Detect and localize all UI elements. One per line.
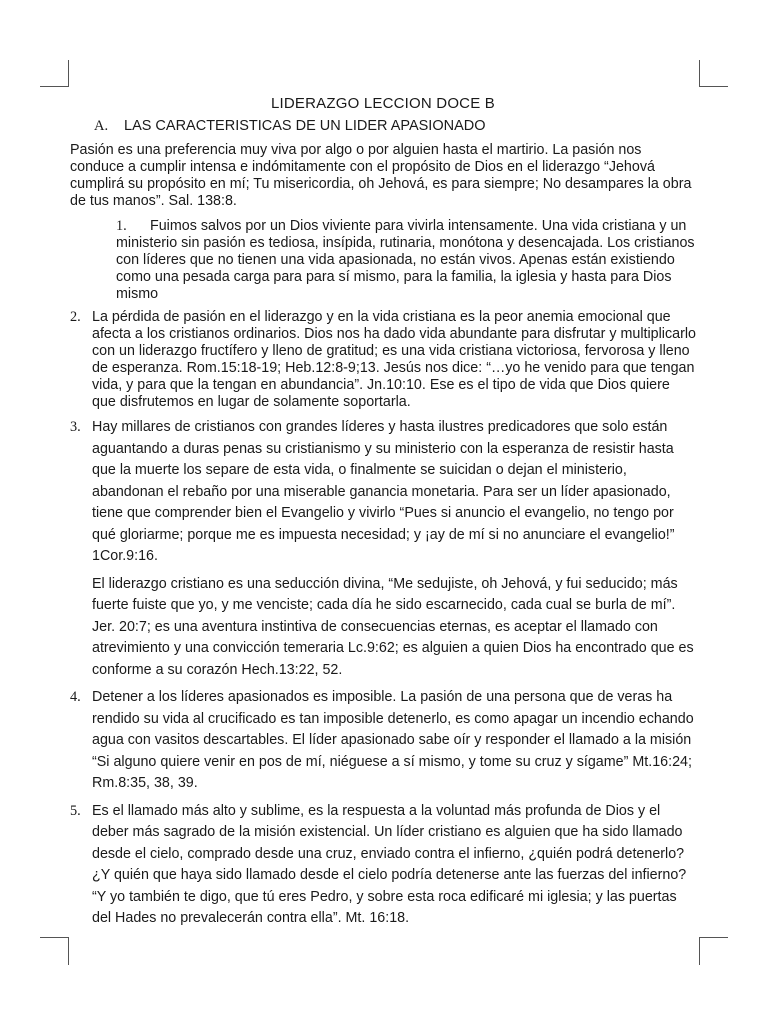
list-item-number: 1.	[116, 218, 127, 234]
crop-mark-top-right-vertical	[699, 60, 700, 86]
list-item-text: La pérdida de pasión en el liderazgo y en la vida cristiana es la peor anemia emocional que afecta a los cristianos ordinarios. Dios nos ha dado vida abundante para disfrutar y multiplicarlo con un liderazgo fructífero y lleno de gratitud; es una vida cristiana victoriosa, fervorosa y lleno de esperanza. Rom.15:18-19; Heb.12:8-9;13. Jesús nos dice: “…yo he venido para que tengan vida, y para que la tengan en abundancia”. Jn.10:10. Ese es el tipo de vida que Dios quiere que disfrutemos en lugar de solamente soportarla.	[92, 309, 696, 410]
section-heading-text: LAS CARACTERISTICAS DE UN LIDER APASIONADO	[124, 118, 486, 134]
section-letter: A.	[94, 118, 109, 134]
list-item-4	[70, 687, 696, 795]
list-item-number: 2.	[70, 309, 81, 325]
intro-paragraph: Pasión es una preferencia muy viva por algo o por alguien hasta el martirio. La pasión nos conduce a cumplir intensa e indómitamente con el propósito de Dios en el liderazgo “Jehová cumplirá su propósito en mí; Tu misericordia, oh Jehová, es para siempre; No desampares la obra de tus manos”. Sal. 138:8.	[70, 142, 692, 209]
list-item-text: Fuimos salvos por un Dios viviente para vivirla intensamente. Una vida cristiana y un ministerio sin pasión es tediosa, insípida, rutinaria, monótona y desencajada. Los cristianos con líderes que no tienen una vida apasionada, no están vivos. Apenas están existiendo como una pesada carga para para sí mismo, para la familia, la iglesia y hasta para Dios mismo	[116, 218, 695, 302]
list-item-2	[70, 309, 696, 411]
crop-mark-top-right-horizontal	[699, 86, 728, 87]
crop-mark-bottom-right-vertical	[699, 937, 700, 965]
section-heading	[70, 118, 696, 135]
list-item-number: 3.	[70, 419, 81, 435]
list-item-text: Hay millares de cristianos con grandes líderes y hasta ilustres predicadores que solo están aguantando a duras penas su cristianismo y su ministerio con la esperanza de resistir hasta que la muerte los separe de esta vida, o finalmente se suicidan o dejan el ministerio, abandonan el rebaño por una miserable ganancia monetaria. Para ser un líder apasionado, tiene que comprender bien el Evangelio y vivirlo “Pues si anuncio el evangelio, no tengo por qué gloriarme; porque me es impuesta necesidad; y ¡ay de mí si no anunciare el evangelio!” 1Cor.9:16.	[92, 419, 675, 564]
crop-mark-bottom-right-horizontal	[699, 937, 728, 938]
document-page	[70, 95, 696, 936]
crop-mark-top-left-horizontal	[40, 86, 69, 87]
crop-mark-bottom-left-vertical	[68, 937, 69, 965]
list-item-5	[70, 801, 696, 930]
list-item-3-continuation: El liderazgo cristiano es una seducción divina, “Me sedujiste, oh Jehová, y fui seducido; más fuerte fuiste que yo, y me venciste; cada día he sido escarnecido, cada cual se burla de mí”. Jer. 20:7; es una aventura instintiva de consecuencias eternas, es aceptar el llamado con atrevimiento y una convicción temeraria Lc.9:62; es alguien a quien Dios ha encontrado que es conforme a su corazón Hech.13:22, 52.	[92, 575, 694, 678]
list-item-number: 5.	[70, 802, 81, 819]
document-title: LIDERAZGO LECCION DOCE B	[270, 95, 495, 112]
list-item-text: Detener a los líderes apasionados es imposible. La pasión de una persona que de veras ha rendido su vida al crucificado es tan imposible detenerlo, es como apagar un incendio echando agua con vasitos descartables. El líder apasionado sabe oír y responder el llamado a la misión “Si alguno quiere venir en pos de mí, niéguese a sí mismo, y tome su cruz y sígame” Mt.16:24; Rm.8:35, 38, 39.	[92, 689, 694, 791]
list-item-3	[70, 417, 696, 568]
list-item-1	[70, 218, 696, 303]
list-item-text: Es el llamado más alto y sublime, es la respuesta a la voluntad más profunda de Dios y el deber más sagrado de la misión existencial. Un líder cristiano es alguien que ha sido llamado desde el cielo, comprado desde una cruz, enviado contra el infierno, ¿quién podrá detenerlo? ¿Y quién que haya sido llamado desde el cielo podría detenerse ante las fuerzas del infierno? “Y yo también te digo, que tú eres Pedro, y sobre esta roca edificaré mi iglesia; y las puertas del Hades no prevalecerán contra ella”. Mt. 16:18.	[92, 802, 687, 926]
list-item-number: 4.	[70, 689, 81, 705]
crop-mark-top-left-vertical	[68, 60, 69, 86]
crop-mark-bottom-left-horizontal	[40, 937, 69, 938]
